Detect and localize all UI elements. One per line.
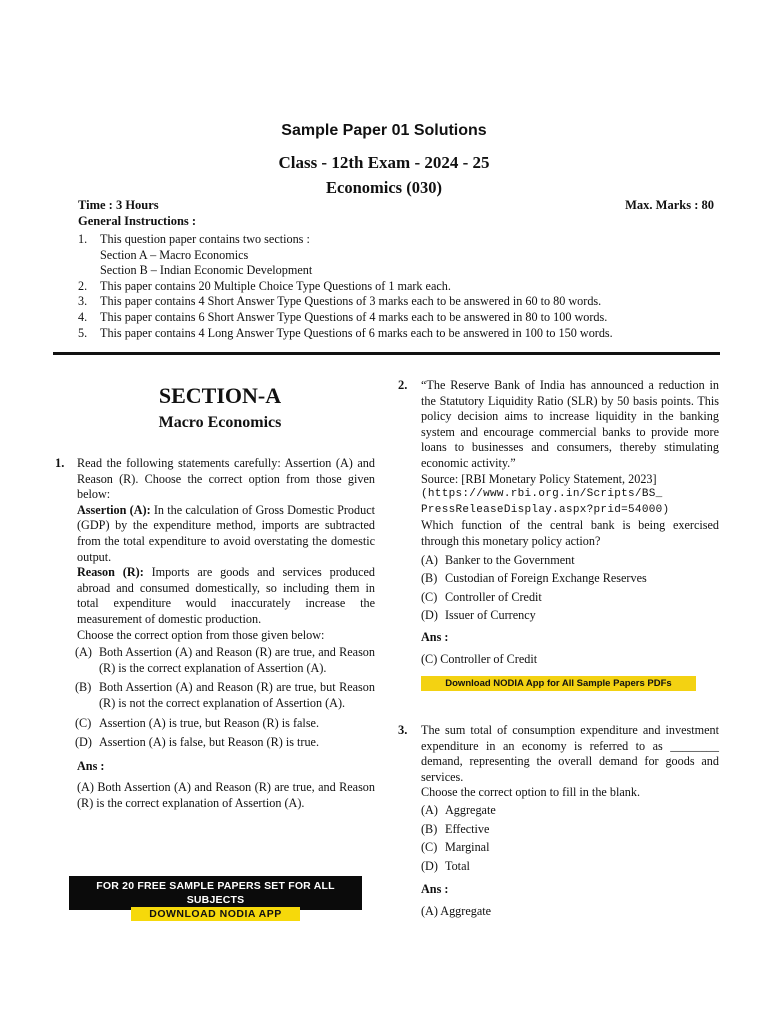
option-c: [421, 590, 719, 606]
option-a: [421, 803, 719, 819]
instruction-number: 3.: [78, 294, 88, 309]
answer-label: Ans :: [421, 882, 449, 897]
instruction-number: 4.: [78, 309, 88, 324]
paper-title: Sample Paper 01 Solutions: [281, 122, 487, 139]
instruction-number: [78, 263, 100, 279]
option-a: [75, 645, 375, 676]
instruction-item: [78, 248, 718, 264]
option-d: [421, 608, 719, 624]
option-c: [75, 716, 375, 732]
section-subtitle: Macro Economics: [158, 414, 282, 431]
option-label: (D): [421, 858, 438, 873]
option-text: Assertion (A) is false, but Reason (R) is true.: [99, 735, 320, 750]
option-text: Effective: [445, 821, 490, 836]
question-instruction: Choose the correct option to fill in the blank.: [421, 785, 640, 800]
question-number: 3.: [398, 723, 408, 737]
assertion-label: Assertion (A):: [77, 502, 151, 517]
download-app-bar[interactable]: Download NODIA App for All Sample Papers PDFs: [421, 676, 696, 691]
option-text: Both Assertion (A) and Reason (R) are true, and Reason (R) is the correct explanation of Assertion (A).: [99, 645, 375, 675]
reason-text: Imports are goods and services produced abroad and consumed domestically, so including them in total expenditure would inaccurately increase the measurement of domestic production.: [77, 565, 376, 626]
option-label: (C): [421, 840, 438, 855]
option-text: Both Assertion (A) and Reason (R) are true, but Reason (R) is not the correct explanation of Assertion (A).: [99, 680, 375, 710]
instruction-item: [78, 232, 718, 248]
instructions-list: [78, 232, 718, 341]
question-number: 2.: [398, 378, 408, 392]
instruction-item: [78, 310, 718, 326]
option-a: [421, 553, 719, 569]
class-line: Class - 12th Exam - 2024 - 25: [278, 153, 490, 172]
question-intro: Read the following statements carefully: Assertion (A) and Reason (R). Choose the correct option from those given below:: [77, 456, 375, 502]
option-d: [75, 735, 375, 751]
question-number: 1.: [55, 456, 65, 470]
assertion: [77, 503, 375, 565]
answer-text: (A) Aggregate: [421, 903, 492, 918]
option-b: [421, 822, 719, 838]
assertion-text: In the calculation of Gross Domestic Product (GDP) by the expenditure method, imports are subtracted from the total expenditure to avoid overstating the domestic output.: [77, 502, 375, 564]
instruction-number: 5.: [78, 325, 88, 340]
option-label: (D): [421, 608, 438, 623]
instruction-text: This paper contains 6 Short Answer Type Questions of 4 marks each to be answered in 80 to 100 words.: [100, 309, 608, 324]
answer-label: Ans :: [77, 758, 105, 773]
option-label: (A): [421, 552, 438, 567]
option-text: Marginal: [445, 840, 490, 855]
header-divider: [53, 352, 720, 355]
option-label: (A): [421, 802, 438, 817]
source-url-line-2: PressReleaseDisplay.aspx?prid=54000): [421, 503, 670, 516]
option-text: Issuer of Currency: [445, 608, 536, 623]
instruction-item: [78, 279, 718, 295]
option-label: (B): [75, 680, 92, 695]
subject-line: Economics (030): [326, 178, 442, 197]
instruction-number: 1.: [78, 232, 88, 246]
option-b: [75, 680, 375, 711]
option-label: (B): [421, 571, 438, 586]
answer-text: (A) Both Assertion (A) and Reason (R) are true, and Reason (R) is the correct explanation of Assertion (A).: [77, 780, 375, 810]
banner-line-1: FOR 20 FREE SAMPLE PAPERS SET FOR ALL SUBJECTS: [96, 880, 335, 906]
question-3: [421, 723, 719, 920]
option-label: (B): [421, 821, 438, 836]
option-text: Controller of Credit: [445, 589, 542, 604]
banner-line-2: DOWNLOAD NODIA APP: [131, 907, 299, 921]
instruction-text: This question paper contains two sections :: [100, 232, 310, 246]
instruction-text: This paper contains 4 Long Answer Type Questions of 6 marks each to be answered in 100 to 150 words.: [100, 325, 613, 340]
option-text: Custodian of Foreign Exchange Reserves: [445, 571, 647, 586]
option-text: Banker to the Government: [445, 552, 575, 567]
instruction-item: [78, 294, 718, 310]
option-text: Aggregate: [445, 802, 496, 817]
instruction-number: [78, 248, 100, 264]
instruction-number: 2.: [78, 278, 88, 293]
instruction-text: This paper contains 4 Short Answer Type Questions of 3 marks each to be answered in 60 to 80 words.: [100, 294, 602, 309]
instruction-item: [78, 263, 718, 279]
instruction-text: Section B – Indian Economic Development: [100, 263, 313, 278]
question-2: [421, 378, 719, 667]
question-text: Which function of the central bank is being exercised through this monetary policy action?: [421, 518, 719, 548]
download-app-banner[interactable]: [69, 876, 362, 920]
source-url-line-1: (https://www.rbi.org.in/Scripts/BS_: [421, 488, 663, 501]
reason: [77, 565, 375, 627]
option-c: [421, 840, 719, 856]
question-1: [77, 456, 375, 811]
reason-label: Reason (R):: [77, 565, 144, 580]
option-label: (A): [75, 645, 92, 660]
option-text: Total: [445, 858, 470, 873]
option-text: Assertion (A) is true, but Reason (R) is false.: [99, 715, 320, 730]
general-instructions-heading: General Instructions :: [78, 214, 197, 228]
option-b: [421, 571, 719, 587]
section-title: SECTION-A: [158, 383, 282, 408]
answer-text: (C) Controller of Credit: [421, 651, 538, 666]
question-quote: “The Reserve Bank of India has announced a reduction in the Statutory Liquidity Ratio (SLR) by 50 basis points. This policy decision aims to increase liquidity in the banking system and encourage commercial banks to provide more loans to businesses and consumers, thereby stimulating economic activity.”: [421, 378, 719, 470]
option-d: [421, 859, 719, 875]
option-label: (C): [75, 715, 92, 730]
choose-instruction: Choose the correct option from those given below:: [77, 627, 325, 642]
instruction-item: [78, 326, 718, 342]
max-marks-label: Max. Marks : 80: [625, 198, 714, 212]
instruction-text: This paper contains 20 Multiple Choice Type Questions of 1 mark each.: [100, 278, 451, 293]
time-label: Time : 3 Hours: [78, 198, 159, 212]
answer-label: Ans :: [421, 629, 449, 644]
instruction-text: Section A – Macro Economics: [100, 247, 249, 262]
option-label: (D): [75, 735, 92, 750]
question-text: The sum total of consumption expenditure and investment expenditure in an economy is referred to as ________ demand, representing the overall demand for goods and services.: [421, 723, 719, 784]
option-label: (C): [421, 589, 438, 604]
question-source: Source: [RBI Monetary Policy Statement, 2023]: [421, 471, 657, 486]
